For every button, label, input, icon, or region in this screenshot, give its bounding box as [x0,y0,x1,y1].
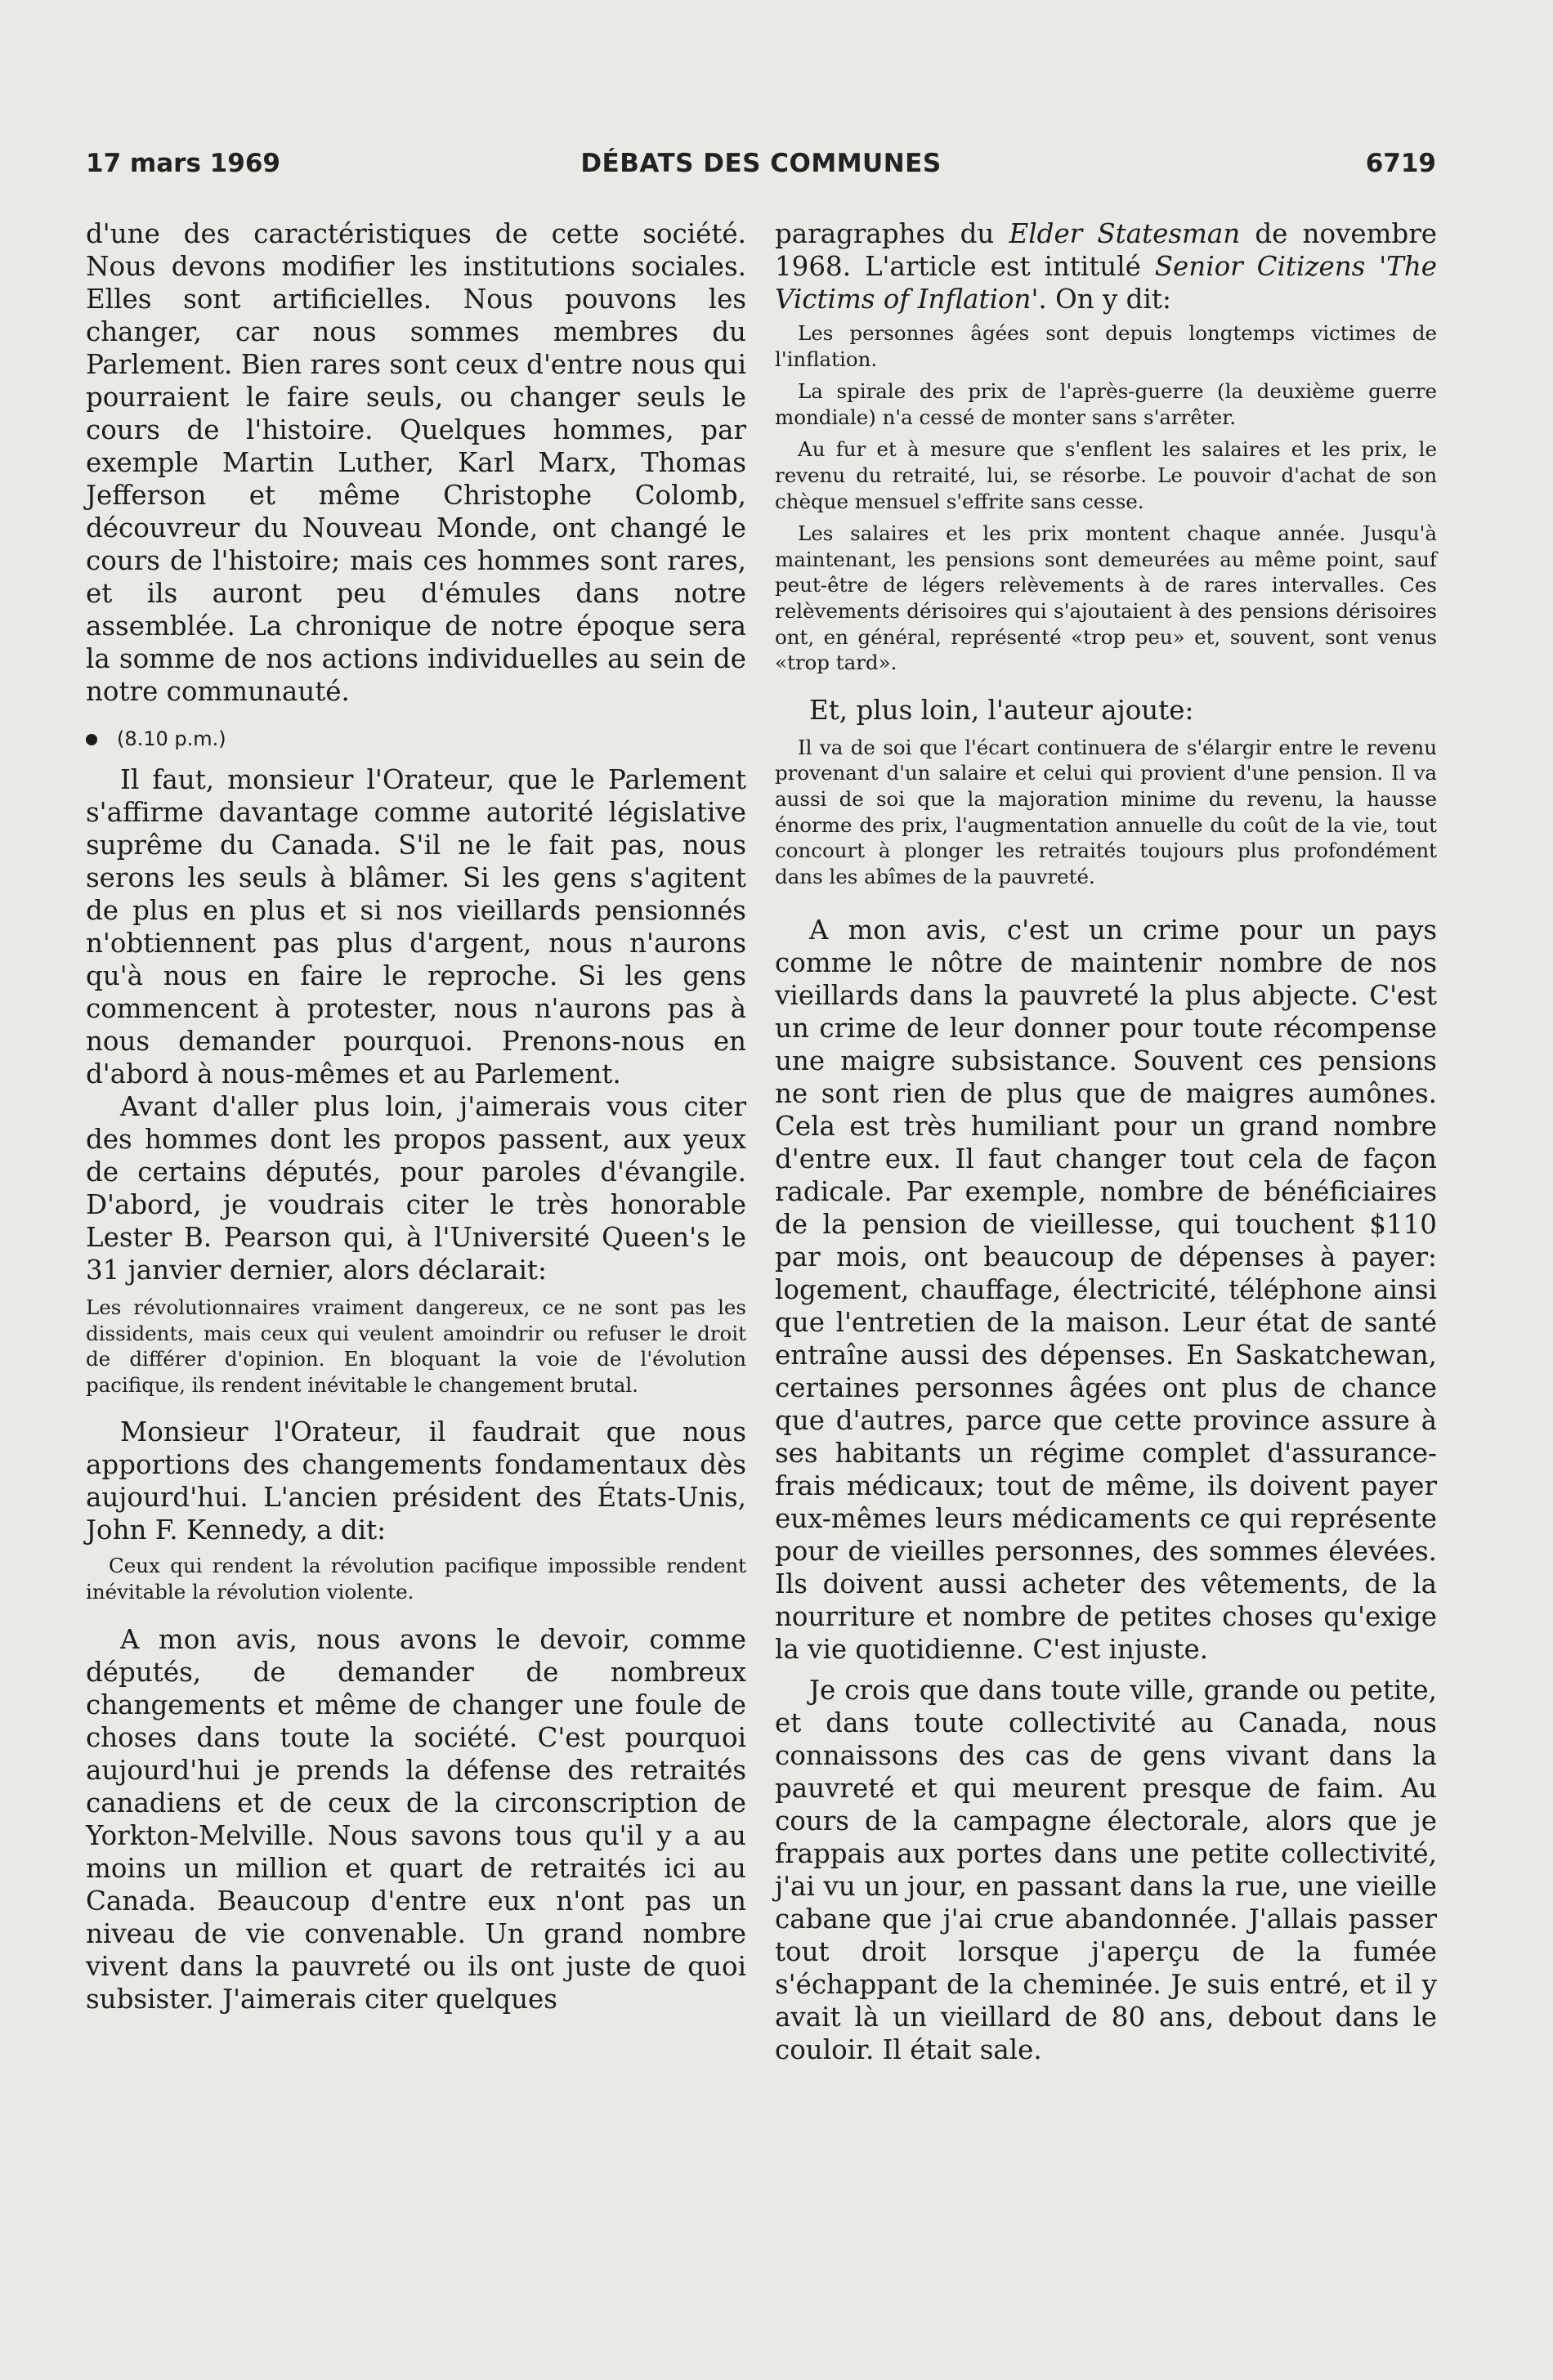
text-run: de novembre 1968. L'article est intitulé [775,218,1438,282]
header-title: DÉBATS DES COMMUNES [580,149,942,178]
paragraph: d'une des caractéristiques de cette société. Nous devons modifier les institutions sociales. Elles sont artificielles. Nous pouvons les changer, car nous sommes membres du Parlement. Bien rares sont ceux d'entre nous qui pourraient le faire seuls, ou changer seuls le cours de l'histoire. Quelques hommes, par exemple Martin Luther, Karl Marx, Thomas Jefferson et même Christophe Colomb, découvreur du Nouveau Monde, ont changé le cours de l'histoire; mais ces hommes sont rares, et ils auront peu d'émules dans notre assemblée. La chronique de notre époque sera la somme de nos actions individuelles au sein de notre communauté. [86,218,746,707]
paragraph: Et, plus loin, l'auteur ajoute: [809,694,1194,726]
article-title: Senior Citizens 'The Victims of Inflation' [775,251,1438,315]
block-quote: Au fur et à mesure que s'enflent les salaires et les prix, le revenu du retraité, lui, se résorbe. Le pouvoir d'achat de son chèque mensuel s'effrite sans cesse. [775,437,1437,513]
block-quote: Les personnes âgées sont depuis longtemps victimes de l'inflation. [775,321,1437,371]
block-quote: La spirale des prix de l'après-guerre (la deuxième guerre mondiale) n'a cessé de monter sans s'arrêter. [775,379,1437,429]
block-quote: Les révolutionnaires vraiment dangereux, ce ne sont pas les dissidents, mais ceux qui veulent amoindrir ou refuser le droit de différer d'opinion. En bloquant la voie de l'évolution pacifique, ils rendent inévitable le changement brutal. [86,1295,746,1397]
page-number: 6719 [1365,149,1436,178]
paragraph: A mon avis, c'est un crime pour un pays comme le nôtre de maintenir nombre de nos vieillards dans la pauvreté la plus abjecte. C'est un crime de leur donner pour toute récompense une maigre subsistance. Souvent ces pensions ne sont rien de plus que de maigres aumônes. Cela est très humiliant pour un grand nombre d'entre eux. Il faut changer tout cela de façon radicale. Par exemple, nombre de bénéficiaires de la pension de vieillesse, qui touchent $110 par mois, ont beaucoup de dépenses à payer: logement, chauffage, électricité, téléphone ainsi que l'entretien de la maison. Leur état de santé entraîne aussi des dépenses. En Saskatchewan, certaines personnes âgées ont plus de chance que d'autres, parce que cette province assure à ses habitants un régime complet d'assurance-frais médicaux; tout de même, ils doivent payer eux-mêmes leurs médicaments ce qui représente pour de vieilles personnes, des sommes élevées. Ils doivent aussi acheter des vêtements, de la nourriture et nombre de petites choses qu'exige la vie quotidienne. C'est injuste. [775,915,1437,1666]
publication-title: Elder Statesman [1009,218,1241,249]
paragraph [775,217,1437,315]
paragraph: Il faut, monsieur l'Orateur, que le Parlement s'affirme davantage comme autorité législative suprême du Canada. S'il ne le fait pas, nous serons les seuls à blâmer. Si les gens s'agitent de plus en plus et si nos vieillards pensionnés n'obtiennent pas plus d'argent, nous n'aurons qu'à nous en faire le reproche. Si les gens commencent à protester, nous n'aurons pas à nous demander pourquoi. Prenons-nous en d'abord à nous-mêmes et au Parlement. [86,764,746,1089]
block-quote: Il va de soi que l'écart continuera de s'élargir entre le revenu provenant d'un salaire et celui qui provient d'une pension. Il va aussi de soi que la majoration minime du revenu, la hausse énorme des prix, l'augmentation annuelle du coût de la vie, tout concourt à plonger les retraités toujours plus profondément dans les abîmes de la pauvreté. [775,735,1437,888]
bullet-icon [86,734,97,745]
page-header [86,149,1436,188]
paragraph: A mon avis, nous avons le devoir, comme députés, de demander de nombreux changements et même de changer une foule de choses dans toute la société. C'est pourquoi aujourd'hui je prends la défense des retraités canadiens et de ceux de la circonscription de Yorkton-Melville. Nous savons tous qu'il y a au moins un million et quart de retraités ici au Canada. Beaucoup d'entre eux n'ont pas un niveau de vie convenable. Un grand nombre vivent dans la pauvreté ou ils ont juste de quoi subsister. J'aimerais citer quelques [86,1623,746,2015]
text-run: . On y dit: [1038,284,1171,315]
right-column [775,217,1437,2066]
text-run: paragraphes du [775,218,1009,249]
block-quote: Les salaires et les prix montent chaque année. Jusqu'à maintenant, les pensions sont demeurées au même point, sauf peut-être de légers relèvements à de rares intervalles. Ces relèvements dérisoires qui s'ajoutaient à des pensions dérisoires ont, en général, représenté «trop peu» et, souvent, sont venus «trop tard». [775,521,1437,675]
paragraph: Je crois que dans toute ville, grande ou petite, et dans toute collectivité au Canada, nous connaissons des cas de gens vivant dans la pauvreté et qui meurent presque de faim. Au cours de la campagne électorale, alors que je frappais aux portes dans une petite collectivité, j'ai vu un jour, en passant dans la rue, une vieille cabane que j'ai crue abandonnée. J'allais passer tout droit lorsque j'aperçu de la fumée s'échappant de la cheminée. Je suis entré, et il y avait là un vieillard de 80 ans, debout dans le couloir. Il était sale. [775,1675,1437,2066]
timestamp: (8.10 p.m.) [117,727,226,750]
paragraph: Avant d'aller plus loin, j'aimerais vous citer des hommes dont les propos passent, aux yeux de certains députés, pour paroles d'évangile. D'abord, je voudrais citer le très honorable Lester B. Pearson qui, à l'Université Queen's le 31 janvier dernier, alors déclarait: [86,1091,746,1286]
block-quote: Ceux qui rendent la révolution pacifique impossible rendent inévitable la révolution violente. [86,1554,746,1604]
paragraph: Monsieur l'Orateur, il faudrait que nous apportions des changements fondamentaux dès aujourd'hui. L'ancien président des États-Unis, John F. Kennedy, a dit: [86,1416,746,1546]
left-column [86,217,746,2015]
timestamp-line [86,726,746,752]
header-date: 17 mars 1969 [86,149,280,178]
